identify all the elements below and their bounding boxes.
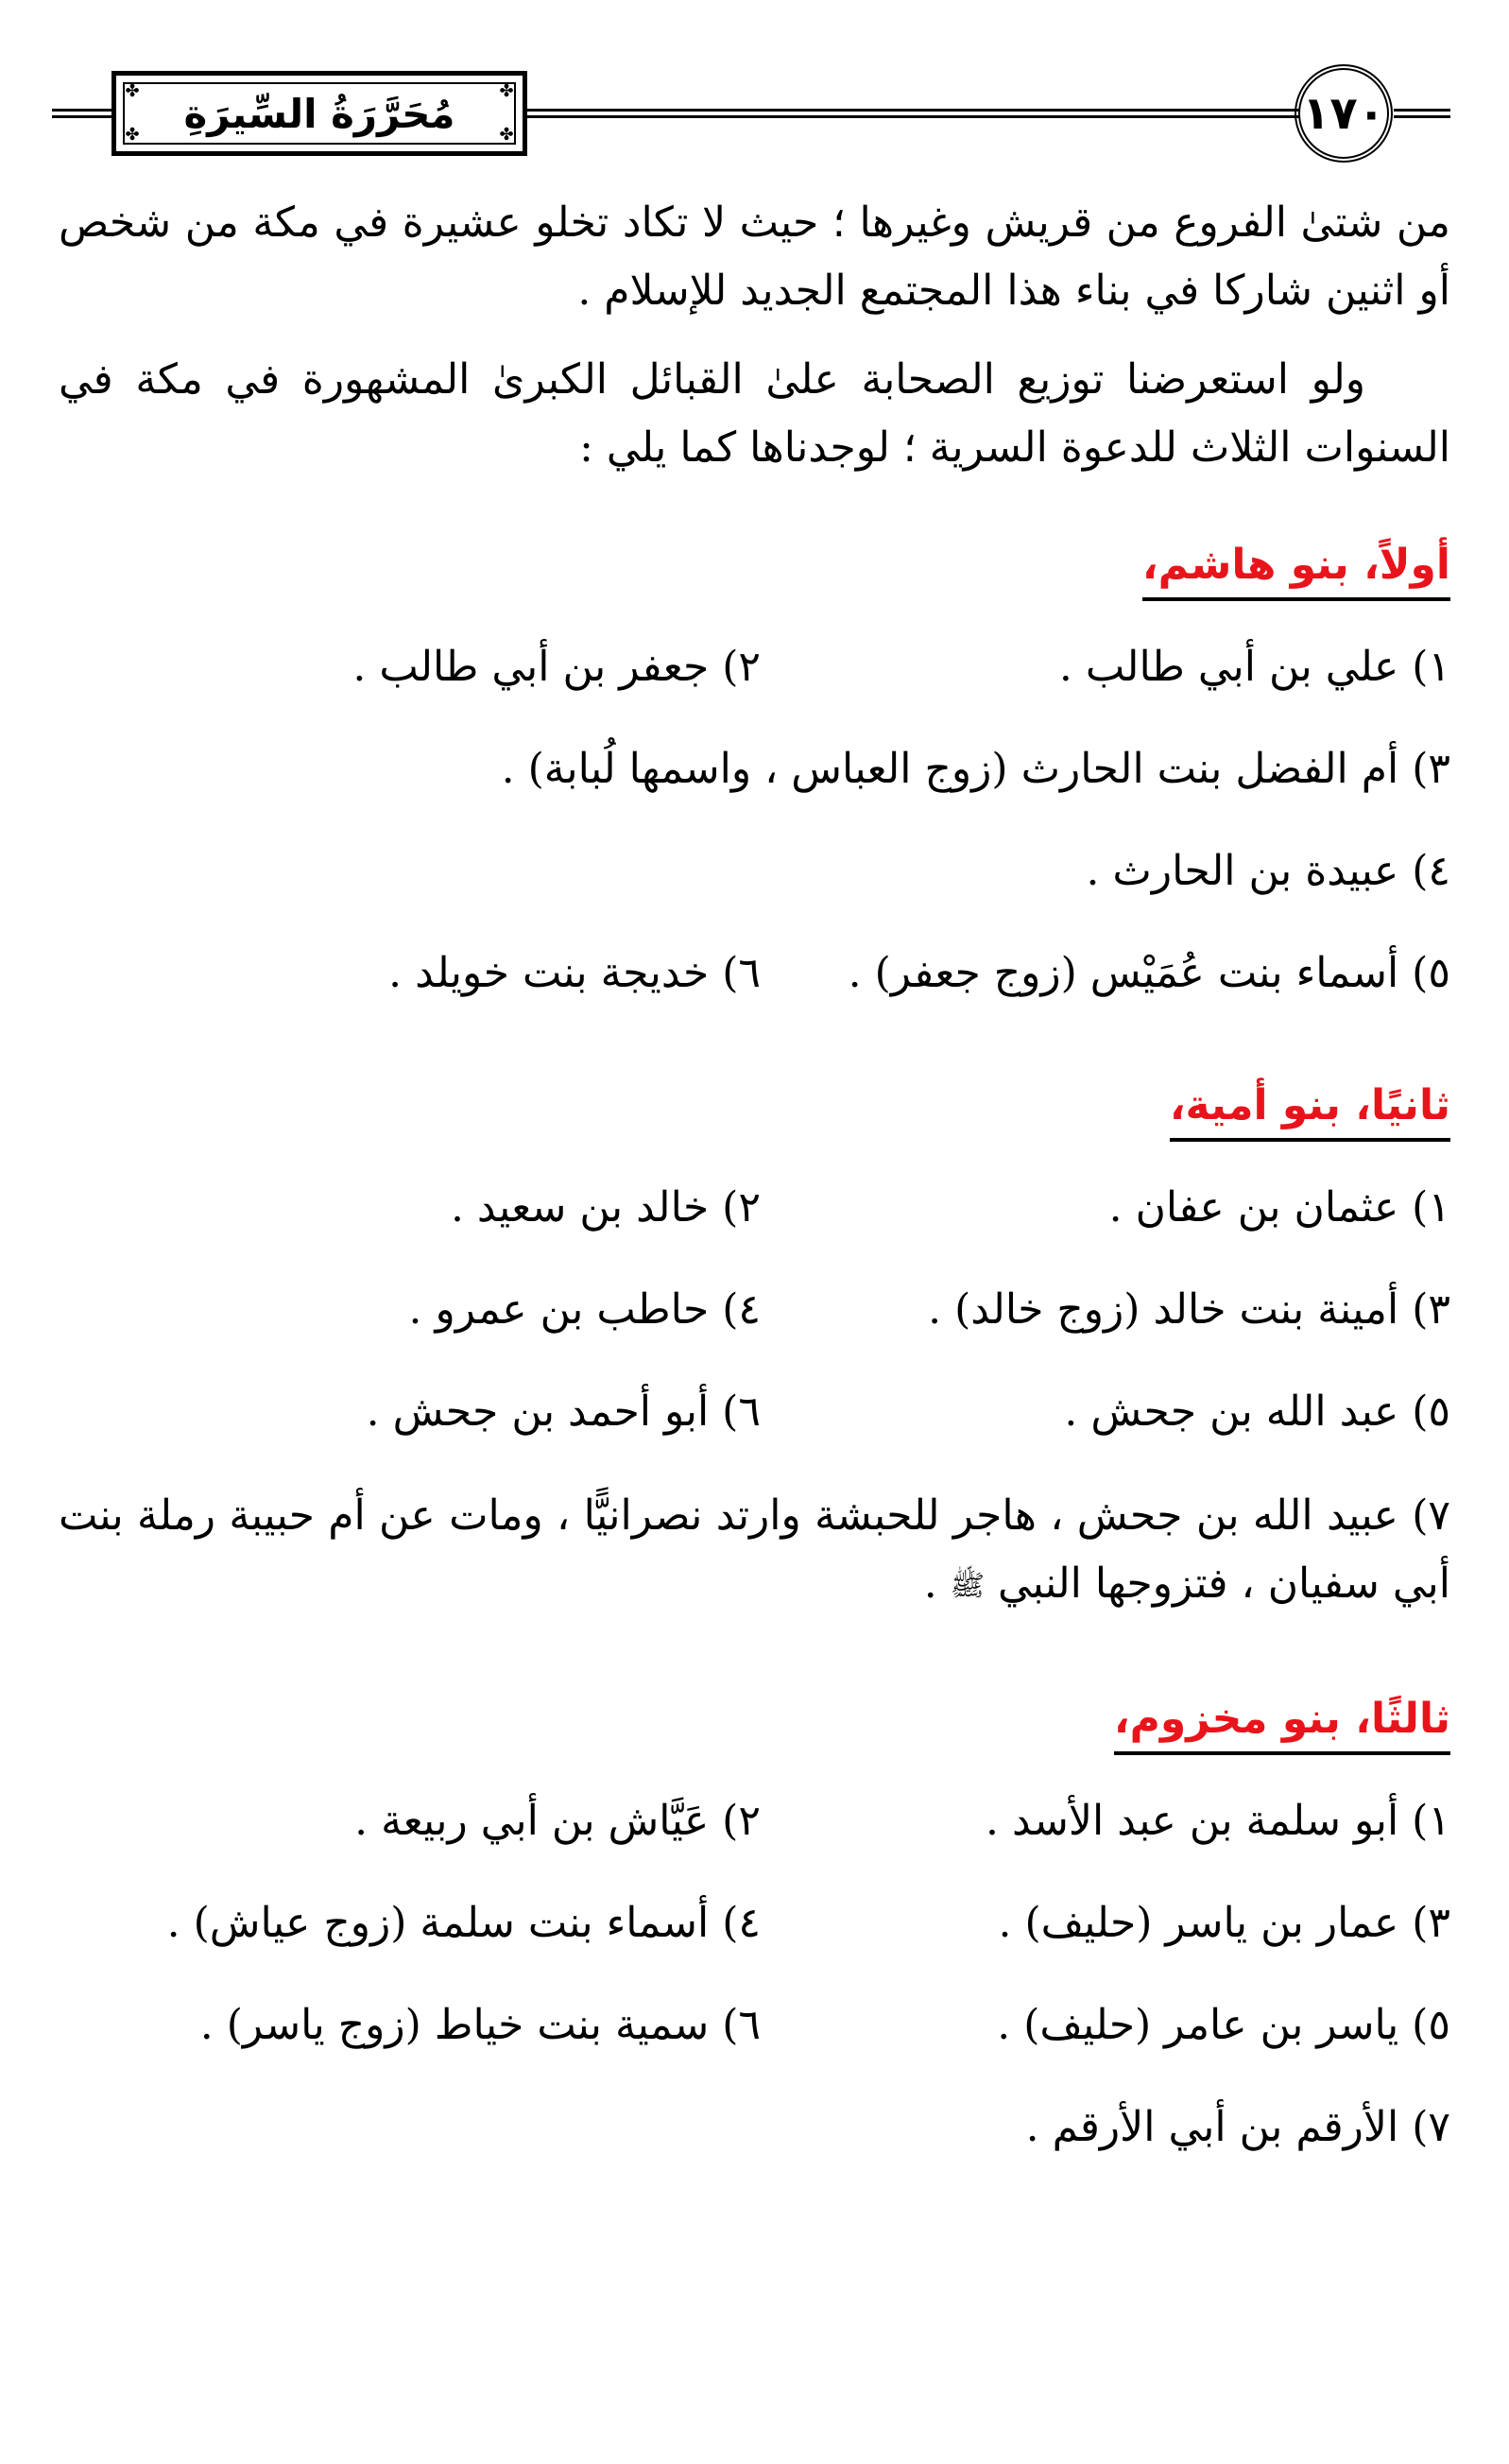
ornament-icon: ✤ [125,81,140,101]
list-item: ١) عثمان بن عفان . [1108,1183,1450,1232]
list-row [59,1176,1450,1240]
paragraph: ولو استعرضنا توزيع الصحابة علىٰ القبائل الكبرىٰ المشهورة في مكة في السنوات الثلاث للدعوة السرية ؛ لوجدناها كما يلي : [59,355,1450,472]
list-item: ٤) عبيدة بن الحارث . [1086,847,1450,895]
header-rule-right [1394,109,1450,118]
list-item: ١) علي بن أبي طالب . [1058,643,1450,691]
section-heading: ثانيًا، بنو أمية، [1170,1076,1450,1142]
page-number: ١٧٠ [1295,64,1393,163]
list-item: ١) أبو سلمة بن عبد الأسد . [985,1796,1450,1845]
list-item-text: ٧) عبيد الله بن جحش ، هاجر للحبشة وارتد نصرانيًّا ، ومات عن أم حبيبة رملة بنت أبي سفيان ، فتزوجها النبي [59,1491,1450,1608]
list-item: ٤) أسماء بنت سلمة (زوج عياش) . [166,1898,761,1947]
list-item: ٥) ياسر بن عامر (حليف) . [997,2000,1450,2049]
list-row [59,1993,1450,2058]
list-item: ٦) خديجة بنت خويلد . [388,949,761,997]
ornament-icon: ✤ [499,81,514,101]
list-item: ٦) أبو أحمد بن جحش . [366,1387,761,1436]
list-item-end: . [923,1559,951,1608]
list-row [59,1278,1450,1342]
ornament-icon: ✤ [125,125,140,145]
list-row [59,1789,1450,1853]
section-heading: ثالثًا، بنو مخزوم، [1114,1689,1450,1755]
list-item: ٣) أم الفضل بنت الحارث (زوج العباس ، واسمها لُبابة) . [501,745,1450,793]
ornament-icon: ✤ [499,125,514,145]
list-item: ٥) أسماء بنت عُمَيْس (زوج جعفر) . [848,949,1450,997]
list-item: ٦) سمية بنت خياط (زوج ياسر) . [199,2000,761,2049]
book-title: مُحَرَّرَةُ السِّيرَةِ [183,90,455,137]
list-row [59,1891,1450,1956]
list-item: ٢) جعفر بن أبي طالب . [352,643,761,691]
pbuh-symbol-icon: ﷺ [950,1569,985,1603]
title-frame [111,71,527,156]
list-row [59,1380,1450,1444]
list-row [59,941,1450,1006]
header-rule-middle [524,109,1299,118]
list-item: ٣) أمينة بنت خالد (زوج خالد) . [928,1285,1450,1334]
page-content [59,189,1450,2197]
list-item: ٥) عبد الله بن جحش . [1064,1387,1450,1436]
list-item: ٤) حاطب بن عمرو . [408,1285,761,1334]
list-item: ٢) خالد بن سعيد . [450,1183,761,1232]
list-item: ٧) الأرقم بن أبي الأرقم . [1025,2102,1450,2151]
header-rule-left [52,109,113,118]
list-item: ٣) عمار بن ياسر (حليف) . [998,1898,1450,1947]
paragraph: من شتىٰ الفروع من قريش وغيرها ؛ حيث لا تكاد تخلو عشيرة في مكة من شخص أو اثنين شاركا في بناء هذا المجتمع الجديد للإسلام . [59,198,1450,315]
list-item: ٢) عَيَّاش بن أبي ربيعة . [354,1796,761,1845]
list-item-long [59,1482,1450,1621]
list-row [59,635,1450,699]
section-heading: أولاً، بنو هاشم، [1142,535,1450,601]
